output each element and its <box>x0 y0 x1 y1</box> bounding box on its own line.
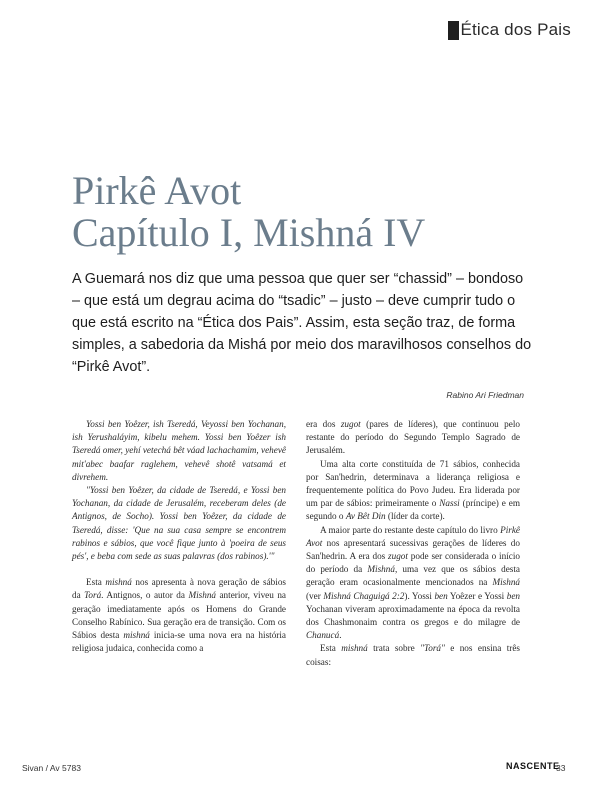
right-paragraph-3: A maior parte do restante deste capítulo do livro Pirkê Avot nos apresentará sucessivas gerações de líderes do San'hedrin. A era dos zugot pode ser considerada o início do período da Mishná, uma vez que os sábios desta geração eram ocasionalmente mencionados na Mishná (ver Mishná Chaguigá 2:2). Yossi ben Yoêzer e Yossi ben Yochanan viveram aproximadamente na época da revolta dos Chashmonaim contra os gregos e do milagre de Chanucá. <box>306 524 521 641</box>
footer-issue: Sivan / Av 5783 <box>22 763 81 773</box>
title-line-1: Pirkê Avot <box>72 168 242 213</box>
right-paragraph-4: Esta mishná trata sobre "Torá" e nos ensina três coisas: <box>306 643 520 667</box>
article-title <box>72 170 425 254</box>
left-column <box>72 418 286 655</box>
section-title: Ética dos Pais <box>460 20 571 39</box>
section-header <box>448 20 571 40</box>
mishna-translation: "Yossi ben Yoêzer, da cidade de Tseredá, e Yossi ben Yochanan, da cidade de Jerusalém, receberam deles (de Antignos, de Socho). Yossi ben Yoêzer, da cidade de Tseredá, disse: 'Que na sua casa sempre se encontrem rabinos e sábios, que você fique junto à 'poeira de seus pés', e beba com sede as suas palavras (dos rabinos).'" <box>72 485 286 562</box>
right-column <box>306 418 520 669</box>
article-intro: A Guemará nos diz que uma pessoa que quer ser “chassid” – bondoso – que está um degrau acima do “tsadic” – justo – deve cumprir tudo o que está escrito na “Ética dos Pais”. Assim, esta seção traz, de forma simples, a sabedoria da Mishá por meio dos maravilhosos conselhos do “Pirkê Avot”. <box>72 271 532 375</box>
article-author: Rabino Ari Friedman <box>446 390 524 400</box>
section-marker <box>448 21 459 40</box>
magazine-logo: NASCENTE <box>506 761 560 771</box>
page-number: 33 <box>556 763 566 773</box>
right-paragraph-2: Uma alta corte constituída de 71 sábios, conhecida por San'hedrin, determinava a liderança religiosa e frequentemente política do Povo Judeu. Era liderada por um par de sábios: primeiramente o Nassi (príncipe) e em segundo o Av Bêt Din (líder da corte). <box>306 458 520 522</box>
title-line-2: Capítulo I, Mishná IV <box>72 210 426 255</box>
right-paragraph-1: era dos zugot (pares de líderes), que continuou pelo restante do período do Segundo Templo Sagrado de Jerusalém. <box>306 419 520 456</box>
left-paragraph: Esta mishná nos apresenta à nova geração de sábios da Torá. Antignos, o autor da Mishná anterior, viveu na geração imediatamente após os Homens do Grande Conselho Rabínico. Sua geração era de transição. Com os Sábios desta mishná inicia-se uma nova era na história religiosa judaica, conhecida como a <box>72 577 286 654</box>
mishna-transliteration: Yossi ben Yoêzer, ish Tseredá, Veyossi ben Yochanan, ish Yerushaláyim, kibelu mehem. Yossi ben Yoêzer ish Tseredá omer, yehí vetechá bêt váad lachachamim, vehevê mit'abec baafar raglehem, vehevê shotê vatsamá et divrehem. <box>72 419 286 482</box>
